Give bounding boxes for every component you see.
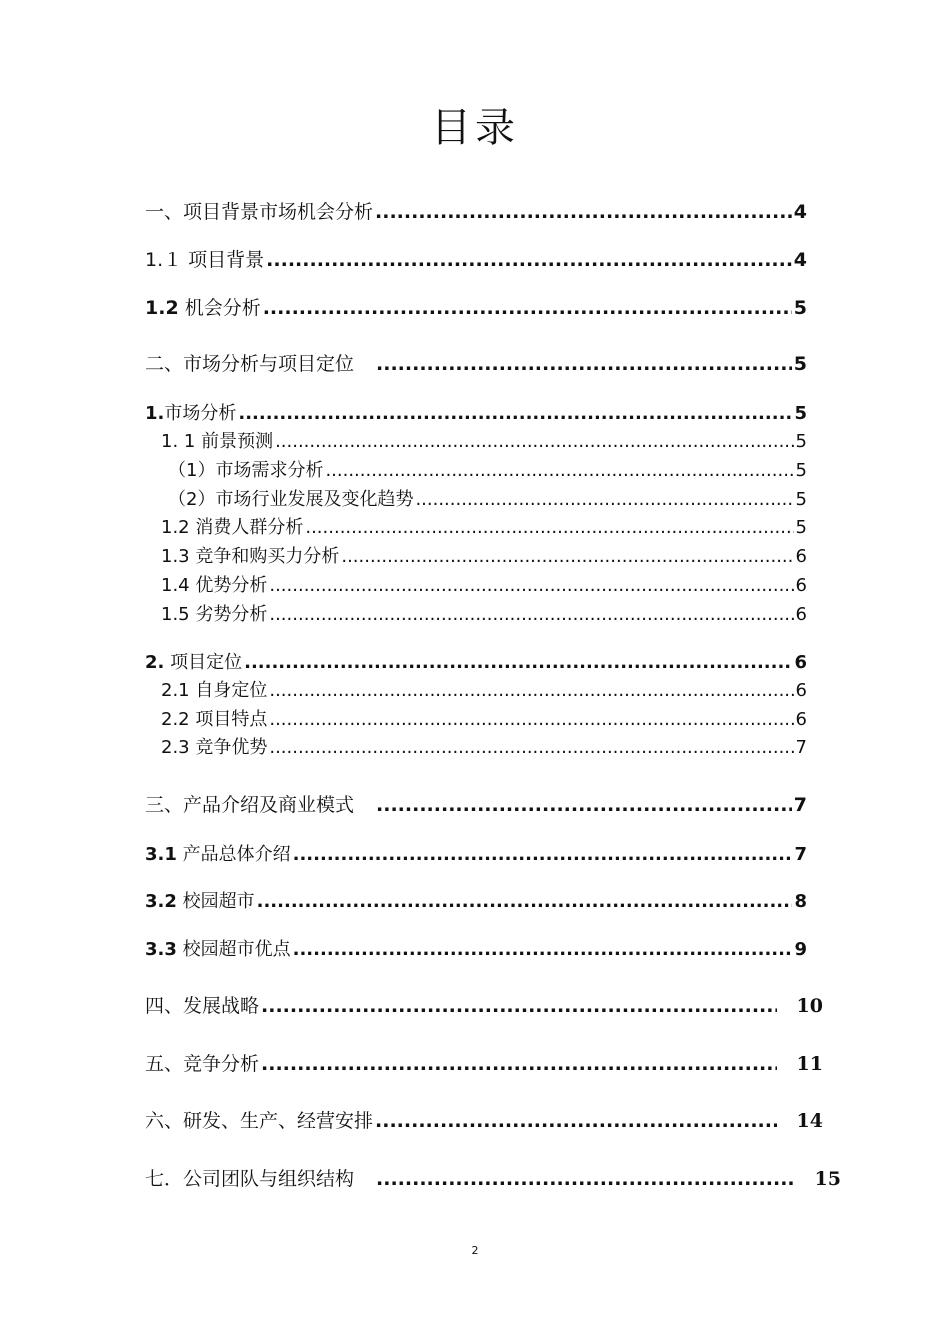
toc-entry-label: 1.１ 项目背景 [145, 249, 265, 271]
toc-entry[interactable] [168, 456, 807, 482]
toc-entry-number: 3.3 [145, 939, 177, 960]
dot-leader [269, 575, 793, 596]
toc-entry[interactable] [145, 840, 807, 866]
toc-entry-label: 项目定位 [164, 652, 243, 673]
toc-entry-page: 10 [796, 995, 823, 1017]
toc-entry-page: 14 [796, 1110, 823, 1132]
toc-entry-page: 11 [796, 1053, 823, 1075]
toc-entry-page: 6 [795, 575, 807, 596]
toc-entry[interactable] [145, 197, 807, 224]
toc-entry-label: 市场分析 [164, 403, 237, 424]
toc-entry-label: 机会分析 [178, 297, 261, 319]
toc-entry-label: 1.5 劣势分析 [161, 604, 268, 625]
toc-entry-label: 三、产品介绍及商业模式 [145, 794, 355, 816]
toc-entry[interactable] [161, 705, 807, 731]
dot-leader [238, 403, 792, 424]
dot-leader [269, 709, 793, 730]
toc-entry-page: 5 [795, 517, 807, 538]
toc-entry-page: 4 [793, 249, 807, 271]
toc-entry-number: 3.2 [145, 891, 177, 912]
toc-entry[interactable] [145, 1049, 823, 1076]
toc-entry-label: 2.3 竞争优势 [161, 737, 268, 758]
toc-entry[interactable] [168, 485, 807, 511]
dot-leader [261, 1053, 777, 1075]
toc-entry[interactable] [145, 245, 807, 272]
toc-entry-page: 5 [794, 403, 807, 424]
dot-leader [375, 201, 792, 223]
dot-leader [266, 249, 792, 271]
toc-title: 目录 [431, 105, 519, 151]
toc-entry[interactable] [145, 1106, 823, 1133]
dot-leader [293, 939, 793, 960]
toc-entry-page: 6 [795, 709, 807, 730]
dot-leader [376, 794, 792, 816]
dot-leader [341, 546, 793, 567]
dot-leader [269, 680, 793, 701]
toc-entry-page: 5 [795, 489, 807, 510]
toc-entry[interactable] [161, 542, 807, 568]
toc-entry-page: 15 [814, 1168, 841, 1190]
toc-entry[interactable] [161, 513, 807, 539]
toc-entry-label: 四、发展战略 [145, 995, 260, 1017]
toc-entry[interactable] [161, 733, 807, 759]
toc-entry-label: （1）市场需求分析 [168, 460, 324, 481]
toc-entry-page: 6 [795, 604, 807, 625]
toc-entry-number: 1.2 [145, 297, 179, 319]
toc-entry-number: 2. [145, 652, 165, 673]
toc-entry[interactable] [161, 676, 807, 702]
toc-entry-label: 1.2 消费人群分析 [161, 517, 304, 538]
dot-leader [275, 431, 793, 452]
dot-leader [269, 737, 793, 758]
dot-leader [415, 489, 793, 510]
toc-entry-label: 一、项目背景市场机会分析 [145, 201, 374, 223]
toc-entry-page: 4 [793, 201, 807, 223]
dot-leader [263, 297, 792, 319]
toc-entry[interactable] [145, 935, 807, 961]
toc-entry[interactable] [161, 571, 807, 597]
dot-leader [376, 353, 792, 375]
toc-entry-page: 7 [794, 844, 807, 865]
dot-leader [376, 1168, 795, 1190]
toc-entry-number: 3.1 [145, 844, 177, 865]
dot-leader [269, 604, 793, 625]
toc-entry[interactable] [145, 648, 807, 674]
toc-entry-page: 6 [795, 546, 807, 567]
toc-entry-label: 1.3 竞争和购买力分析 [161, 546, 340, 567]
toc-entry-page: 5 [795, 460, 807, 481]
dot-leader [244, 652, 792, 673]
toc-entry[interactable] [145, 349, 807, 376]
toc-entry[interactable] [145, 790, 807, 817]
toc-entry-page: 6 [794, 652, 807, 673]
toc-entry-label: 七．公司团队与组织结构 [145, 1168, 355, 1190]
toc-entry-label: 2.1 自身定位 [161, 680, 268, 701]
toc-entry-page: 7 [795, 737, 807, 758]
toc-entry-page: 9 [794, 939, 807, 960]
toc-entry[interactable] [145, 991, 823, 1018]
toc-entry-label: （2）市场行业发展及变化趋势 [168, 489, 414, 510]
toc-entry-label: 六、研发、生产、经营安排 [145, 1110, 374, 1132]
toc-entry-page: 5 [795, 431, 807, 452]
toc-entry-label: 2.2 项目特点 [161, 709, 268, 730]
toc-entry-label: 校园超市优点 [176, 939, 291, 960]
toc-entry-page: 5 [793, 353, 807, 375]
dot-leader [261, 995, 777, 1017]
page-number: 2 [471, 1244, 479, 1257]
toc-entry-number: 1. [145, 403, 165, 424]
toc-entry[interactable] [145, 1164, 841, 1191]
toc-entry[interactable] [161, 427, 807, 453]
toc-entry-label: 校园超市 [176, 891, 255, 912]
dot-leader [305, 517, 793, 538]
toc-entry[interactable] [145, 887, 807, 913]
toc-entry[interactable] [145, 399, 807, 425]
toc-entry[interactable] [161, 600, 807, 626]
toc-entry-page: 5 [793, 297, 807, 319]
toc-entry[interactable] [145, 293, 807, 320]
toc-entry-page: 8 [794, 891, 807, 912]
toc-entry-label: 产品总体介绍 [176, 844, 291, 865]
toc-entry-label: 1.4 优势分析 [161, 575, 268, 596]
toc-entry-label: 二、市场分析与项目定位 [145, 353, 355, 375]
toc-entry-page: 6 [795, 680, 807, 701]
dot-leader [257, 891, 793, 912]
dot-leader [375, 1110, 777, 1132]
toc-entry-label: 1. 1 前景预测 [161, 431, 274, 452]
toc-entry-page: 7 [793, 794, 807, 816]
dot-leader [293, 844, 793, 865]
toc-entry-label: 五、竞争分析 [145, 1053, 260, 1075]
dot-leader [325, 460, 793, 481]
